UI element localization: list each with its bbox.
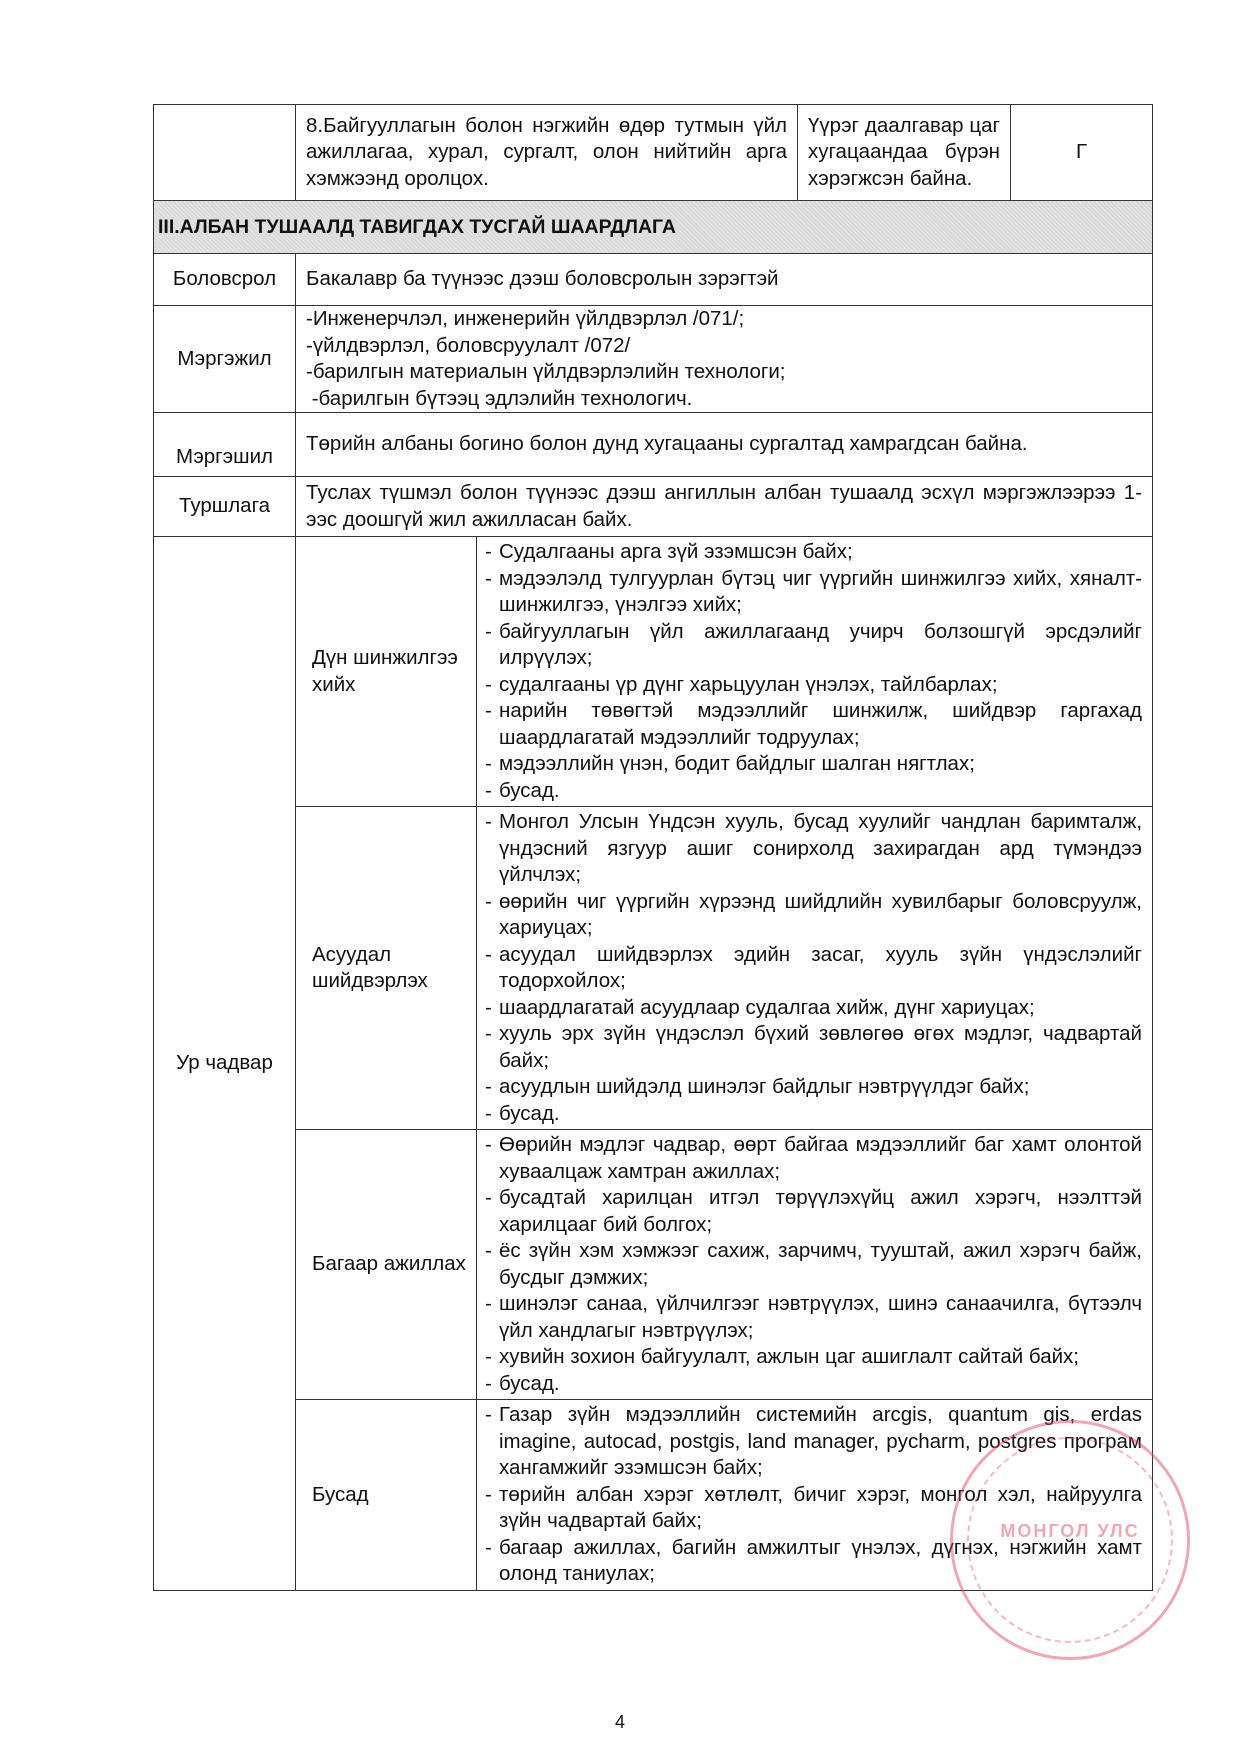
- experience-row: [154, 477, 1153, 537]
- list-item: - шаардлагатай асуудлаар судалгаа хийж, дүнг хариуцах;: [483, 995, 1142, 1022]
- skill-group-label: Дүн шинжилгээ хийх: [296, 537, 477, 807]
- section-header-row: [154, 201, 1153, 254]
- profession-value: [296, 306, 1153, 413]
- list-item: - асуудал шийдвэрлэх эдийн засаг, хууль зүйн үндэслэлийг тодорхойлох;: [483, 942, 1142, 995]
- qualification-value: Төрийн албаны богино болон дунд хугацааны сургалтад хамрагдсан байна.: [296, 413, 1153, 477]
- qualification-row: [154, 413, 1153, 477]
- duty-result: Үүрэг даалгавар цаг хугацаандаа бүрэн хэрэгжсэн байна.: [798, 105, 1011, 201]
- list-item: - ёс зүйн хэм хэмжээг сахиж, зарчимч, тууштай, ажил хэрэгч байж, бусдыг дэмжих;: [483, 1238, 1142, 1291]
- duty-text: 8.Байгууллагын болон нэгжийн өдөр тутмын үйл ажиллагаа, хурал, сургалт, олон нийтийн арга хэмжээнд оролцох.: [296, 105, 798, 201]
- qualification-label: Мэргэшил: [154, 413, 296, 477]
- empty-cell: [154, 105, 296, 201]
- list-item: - байгууллагын үйл ажиллагаанд учирч болзошгүй эрсдэлийг илрүүлэх;: [483, 619, 1142, 672]
- job-requirements-table: [153, 104, 1153, 1591]
- skills-label: Ур чадвар: [154, 537, 296, 1591]
- skill-group-label: Бусад: [296, 1400, 477, 1591]
- profession-line: -барилгын бүтээц эдлэлийн технологич.: [306, 386, 693, 410]
- list-item: - хувийн зохион байгуулалт, ажлын цаг ашиглалт сайтай байх;: [483, 1344, 1142, 1371]
- list-item: - бусадтай харилцан итгэл төрүүлэхүйц ажил хэрэгч, нээлттэй харилцааг бий болгох;: [483, 1185, 1142, 1238]
- duty-row-8: [154, 105, 1153, 201]
- list-item: - мэдээллийн үнэн, бодит байдлыг шалган нягтлах;: [483, 751, 1142, 778]
- list-item: - Газар зүйн мэдээллийн системийн arcgis, quantum gis, erdas imagine, autocad, postgis, land manager, pycharm, postgres програм хангамжийг эзэмшсэн байх;: [483, 1402, 1142, 1482]
- skill-group-label: Асуудал шийдвэрлэх: [296, 807, 477, 1130]
- list-item: - нарийн төвөгтэй мэдээллийг шинжилж, шийдвэр гаргахад шаардлагатай мэдээллийг тодруулах;: [483, 698, 1142, 751]
- experience-label: Туршлага: [154, 477, 296, 537]
- list-item: - бусад.: [483, 1371, 1142, 1398]
- section-title: III.АЛБАН ТУШААЛД ТАВИГДАХ ТУСГАЙ ШААРДЛАГА: [154, 201, 1153, 254]
- list-item: - судалгааны үр дүнг харьцуулан үнэлэх, тайлбарлах;: [483, 672, 1142, 699]
- list-item: - багаар ажиллах, багийн амжилтыг үнэлэх, дүгнэх, нэгжийн хамт олонд таниулах;: [483, 1535, 1142, 1588]
- skill-group-label: Багаар ажиллах: [296, 1130, 477, 1400]
- profession-line: -барилгын материалын үйлдвэрлэлийн технологи;: [306, 360, 786, 383]
- profession-line: -Инженерчлэл, инженерийн үйлдвэрлэл /071/;: [306, 307, 745, 330]
- skill-group-analysis: [154, 537, 1153, 807]
- skill-group-problem-solving: [154, 807, 1153, 1130]
- page-number: 4: [614, 1712, 625, 1732]
- list-item: - бусад.: [483, 778, 1142, 805]
- list-item: - шинэлэг санаа, үйлчилгээг нэвтрүүлэх, шинэ санаачилга, бүтээлч үйл хандлагыг нэвтрүүлэх;: [483, 1291, 1142, 1344]
- list-item: - төрийн албан хэрэг хөтлөлт, бичиг хэрэг, монгол хэл, найруулга зүйн чадвартай байх;: [483, 1482, 1142, 1535]
- profession-label: Мэргэжил: [154, 306, 296, 413]
- list-item: - асуудлын шийдэлд шинэлэг байдлыг нэвтрүүлдэг байх;: [483, 1074, 1142, 1101]
- skill-group-teamwork: [154, 1130, 1153, 1400]
- skill-group-items: [477, 1400, 1153, 1591]
- profession-line: -үйлдвэрлэл, боловсруулалт /072/: [306, 333, 631, 357]
- duty-grade: Г: [1011, 105, 1153, 201]
- education-row: [154, 254, 1153, 306]
- skill-group-items: [477, 1130, 1153, 1400]
- list-item: - Өөрийн мэдлэг чадвар, өөрт байгаа мэдээллийг баг хамт олонтой хуваалцаж хамтран ажиллах;: [483, 1132, 1142, 1185]
- list-item: - Монгол Улсын Үндсэн хууль, бусад хуулийг чандлан баримталж, үндэсний язгуур ашиг сонирхолд захирагдан ард түмэндээ үйлчлэх;: [483, 809, 1142, 889]
- skill-group-items: [477, 537, 1153, 807]
- skill-group-items: [477, 807, 1153, 1130]
- education-label: Боловсрол: [154, 254, 296, 306]
- experience-value: Туслах түшмэл болон түүнээс дээш ангиллын албан тушаалд эсхүл мэргэжлээрээ 1-ээс доошгүй жил ажилласан байх.: [296, 477, 1153, 537]
- list-item: - өөрийн чиг үүргийн хүрээнд шийдлийн хувилбарыг боловсруулж, хариуцах;: [483, 889, 1142, 942]
- list-item: - Судалгааны арга зүй эзэмшсэн байх;: [483, 539, 1142, 566]
- list-item: - мэдээлэлд тулгуурлан бүтэц чиг үүргийн шинжилгээ хийх, хяналт-шинжилгээ, үнэлгээ хийх;: [483, 566, 1142, 619]
- skill-group-other: [154, 1400, 1153, 1591]
- stamp-text: МОНГОЛ УЛС: [1000, 1521, 1140, 1541]
- education-value: Бакалавр ба түүнээс дээш боловсролын зэрэгтэй: [296, 254, 1153, 306]
- profession-row: [154, 306, 1153, 413]
- list-item: - бусад.: [483, 1101, 1142, 1128]
- list-item: - хууль эрх зүйн үндэслэл бүхий зөвлөгөө өгөх мэдлэг, чадвартай байх;: [483, 1021, 1142, 1074]
